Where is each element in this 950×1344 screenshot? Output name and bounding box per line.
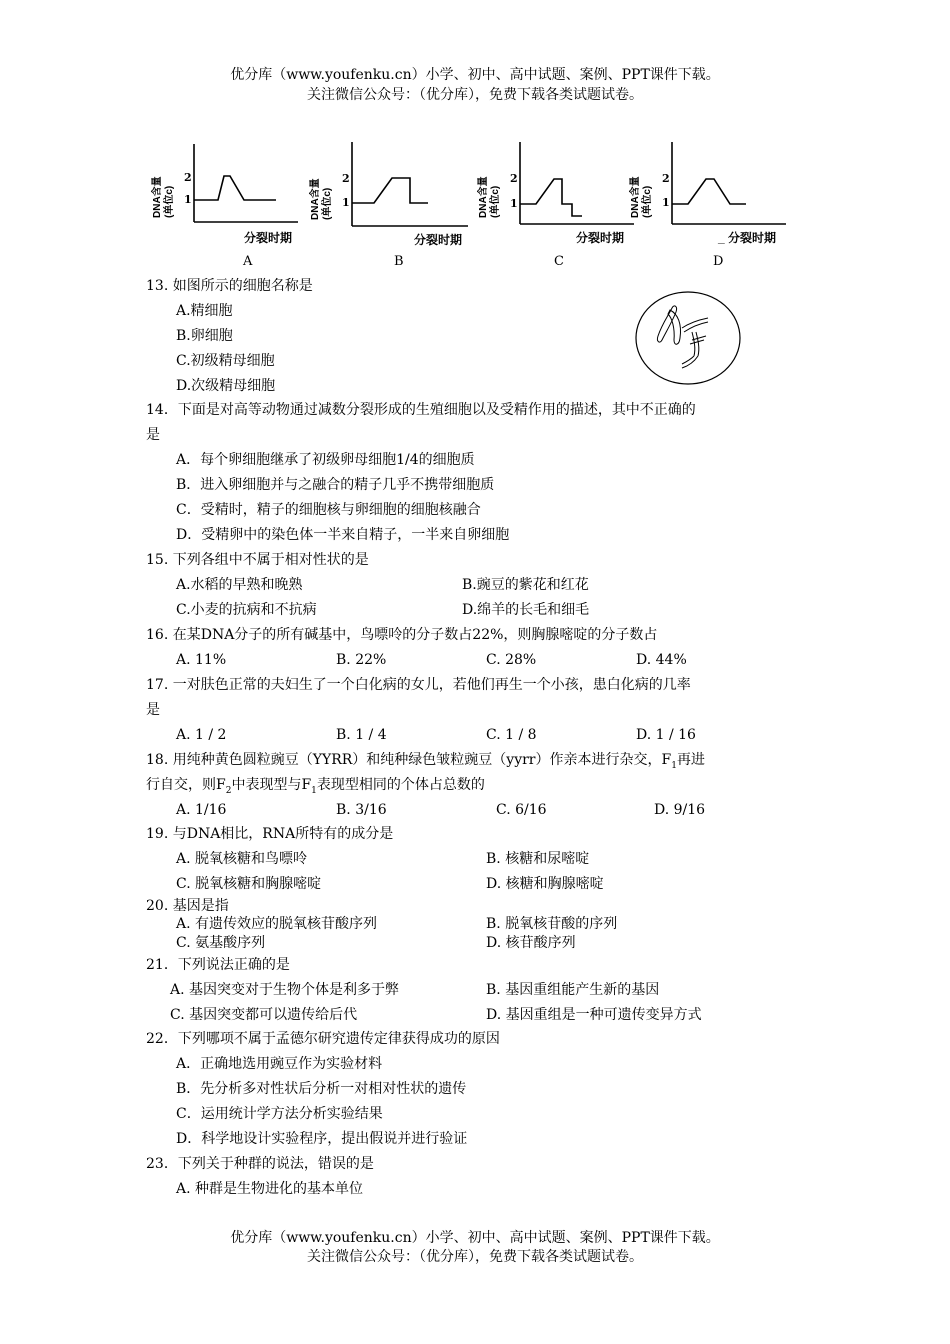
q16-option-b: B. 22% — [336, 652, 387, 668]
svg-text:1: 1 — [184, 193, 192, 206]
q14-stem-1: 14．下面是对高等动物通过减数分裂形成的生殖细胞以及受精作用的描述，其中不正确的 — [146, 402, 696, 418]
q22-option-c: C．运用统计学方法分析实验结果 — [176, 1106, 383, 1122]
q15-option-d: D.绵羊的长毛和细毛 — [462, 602, 590, 618]
q15-option-b: B.豌豆的紫花和红花 — [462, 577, 589, 593]
dna-graph-d — [626, 138, 796, 250]
svg-text:(单位c): (单位c) — [490, 185, 501, 218]
q13-stem: 13. 如图所示的细胞名称是 — [146, 278, 313, 294]
q13-option-c: C.初级精母细胞 — [176, 353, 275, 369]
svg-text:分裂时期: 分裂时期 — [728, 231, 777, 245]
q18-stem-1: 18. 用纯种黄色圆粒豌豆（YYRR）和纯种绿色皱粒豌豆（yyrr）作亲本进行杂交，$F_1$再进 — [146, 752, 705, 771]
q14-option-b: B．进入卵细胞并与之融合的精子几乎不携带细胞质 — [176, 477, 495, 493]
q21-option-c: C. 基因突变都可以遗传给后代 — [170, 1007, 358, 1023]
q13-option-d: D.次级精母细胞 — [176, 378, 276, 394]
q18-option-c: C. 6/16 — [496, 802, 547, 818]
graph-label-a: A — [243, 254, 253, 269]
q20-option-a: A. 有遗传效应的脱氧核苷酸序列 — [176, 916, 378, 932]
graph-label-b: B — [394, 254, 404, 269]
q13-option-b: B.卵细胞 — [176, 328, 233, 344]
q17-stem-2: 是 — [146, 702, 160, 718]
q17-stem-1: 17. 一对肤色正常的夫妇生了一个白化病的女儿，若他们再生一个小孩，患白化病的几率 — [146, 677, 691, 693]
dna-graph-a — [148, 138, 308, 250]
q19-option-c: C. 脱氧核糖和胸腺嘧啶 — [176, 876, 322, 892]
q22-option-d: D．科学地设计实验程序，提出假说并进行验证 — [176, 1131, 468, 1147]
q20-option-d: D. 核苷酸序列 — [486, 935, 576, 951]
q21-option-a: A. 基因突变对于生物个体是利多于弊 — [170, 982, 400, 998]
q15-option-c: C.小麦的抗病和不抗病 — [176, 602, 317, 618]
graph-a-ylabel-2: (单位c) — [164, 185, 175, 218]
q17-option-c: C. 1 / 8 — [486, 727, 537, 743]
q19-option-d: D. 核糖和胸腺嘧啶 — [486, 876, 604, 892]
svg-text:2: 2 — [184, 171, 192, 184]
svg-text:_: _ — [718, 231, 725, 245]
svg-text:分裂时期: 分裂时期 — [576, 231, 625, 245]
svg-text:DNA含量: DNA含量 — [310, 178, 321, 220]
q14-option-d: D．受精卵中的染色体一半来自精子，一半来自卵细胞 — [176, 527, 510, 543]
q16-option-d: D. 44% — [636, 652, 687, 668]
q16-stem: 16. 在某DNA分子的所有碱基中，鸟嘌呤的分子数占22%，则胸腺嘧啶的分子数占 — [146, 627, 658, 643]
svg-text:2: 2 — [342, 172, 350, 185]
q20-stem: 20. 基因是指 — [146, 898, 229, 914]
graph-label-d: D — [713, 254, 724, 269]
q21-option-d: D. 基因重组是一种可遗传变异方式 — [486, 1007, 702, 1023]
q14-option-c: C．受精时，精子的细胞核与卵细胞的细胞核融合 — [176, 502, 481, 518]
q17-option-d: D. 1 / 16 — [636, 727, 696, 743]
q19-option-b: B. 核糖和尿嘧啶 — [486, 851, 590, 867]
q17-option-a: A. 1 / 2 — [176, 727, 227, 743]
q22-stem: 22．下列哪项不属于孟德尔研究遗传定律获得成功的原因 — [146, 1031, 500, 1047]
q14-stem-2: 是 — [146, 427, 160, 443]
svg-text:分裂时期: 分裂时期 — [414, 233, 463, 247]
q21-stem: 21．下列说法正确的是 — [146, 957, 290, 973]
dna-graph-b — [306, 138, 476, 250]
header-line-1: 优分库（www.youfenku.cn）小学、初中、高中试题、案例、PPT课件下载。 — [230, 67, 720, 83]
footer-line-2: 关注微信公众号：（优分库），免费下载各类试题试卷。 — [307, 1249, 643, 1265]
q18-stem-2: 行自交，则$F_2$中表现型与$F_1$表现型相同的个体占总数的 — [146, 777, 485, 796]
dna-graph-c — [474, 138, 644, 250]
q16-option-a: A. 11% — [176, 652, 227, 668]
svg-text:(单位c): (单位c) — [322, 187, 333, 220]
q21-option-b: B. 基因重组能产生新的基因 — [486, 982, 660, 998]
svg-text:2: 2 — [510, 172, 518, 185]
graph-label-c: C — [554, 254, 564, 269]
q23-option-a: A. 种群是生物进化的基本单位 — [176, 1181, 364, 1197]
graph-a-xlabel: 分裂时期 — [244, 231, 293, 245]
q23-stem: 23．下列关于种群的说法，错误的是 — [146, 1156, 374, 1172]
cell-diagram — [632, 288, 744, 388]
svg-text:(单位c): (单位c) — [642, 185, 653, 218]
q19-option-a: A. 脱氧核糖和鸟嘌呤 — [176, 851, 308, 867]
svg-text:1: 1 — [342, 196, 350, 209]
q13-option-a: A.精细胞 — [176, 303, 233, 319]
svg-text:1: 1 — [662, 196, 670, 209]
graph-a-ylabel-1: DNA含量 — [152, 176, 163, 218]
q20-option-c: C. 氨基酸序列 — [176, 935, 266, 951]
q15-option-a: A.水稻的早熟和晚熟 — [176, 577, 303, 593]
svg-text:2: 2 — [662, 172, 670, 185]
q15-stem: 15. 下列各组中不属于相对性状的是 — [146, 552, 369, 568]
q22-option-a: A．正确地选用豌豆作为实验材料 — [176, 1056, 383, 1072]
q14-option-a: A．每个卵细胞继承了初级卵母细胞1/4的细胞质 — [176, 452, 475, 468]
svg-text:DNA含量: DNA含量 — [630, 176, 641, 218]
q18-option-d: D. 9/16 — [654, 802, 706, 818]
q18-option-a: A. 1/16 — [176, 802, 227, 818]
footer-line-1: 优分库（www.youfenku.cn）小学、初中、高中试题、案例、PPT课件下载。 — [230, 1230, 720, 1246]
q18-option-b: B. 3/16 — [336, 802, 387, 818]
q22-option-b: B．先分析多对性状后分析一对相对性状的遗传 — [176, 1081, 467, 1097]
svg-text:1: 1 — [510, 197, 518, 210]
svg-text:DNA含量: DNA含量 — [478, 176, 489, 218]
q17-option-b: B. 1 / 4 — [336, 727, 387, 743]
q20-option-b: B. 脱氧核苷酸的序列 — [486, 916, 618, 932]
header-line-2: 关注微信公众号：（优分库），免费下载各类试题试卷。 — [307, 87, 643, 103]
q19-stem: 19. 与DNA相比，RNA所特有的成分是 — [146, 826, 394, 842]
q16-option-c: C. 28% — [486, 652, 537, 668]
